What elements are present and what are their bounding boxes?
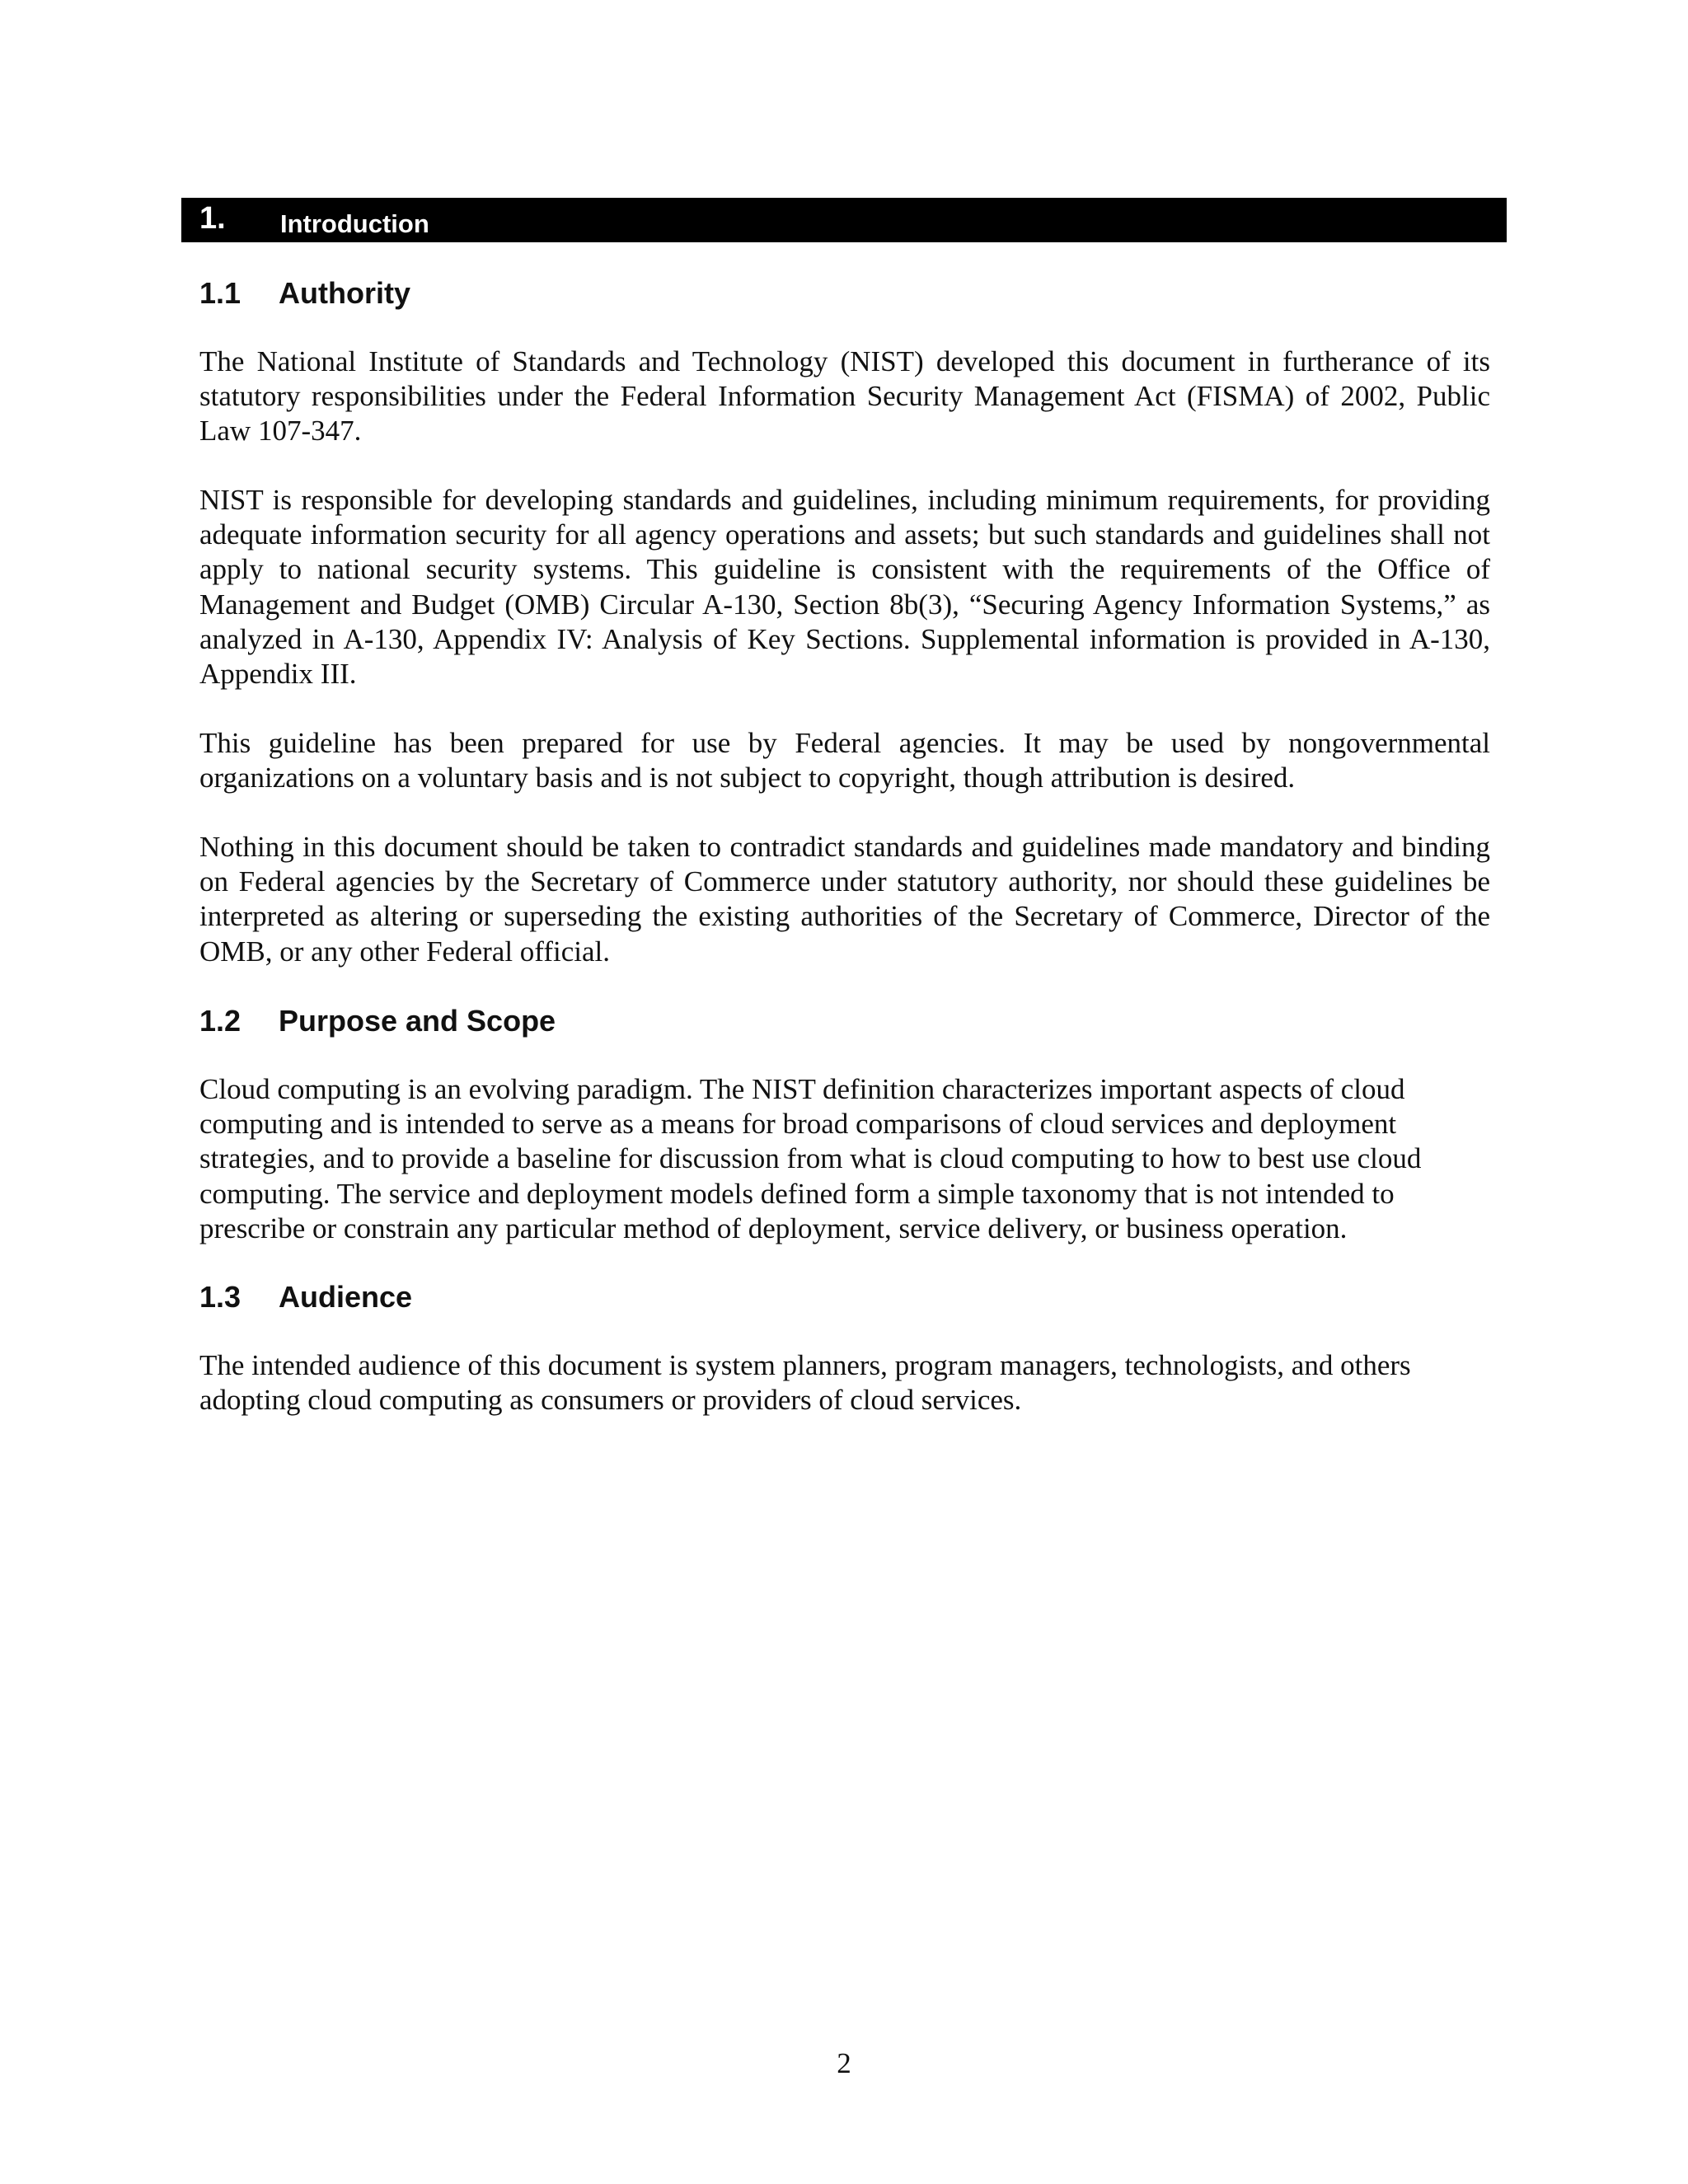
section-number: 1.2 (199, 1004, 241, 1038)
chapter-heading-bar (181, 198, 1507, 242)
paragraph-authority-nist-responsibility: NIST is responsible for developing standards and guidelines, including minimum requirements, for providing adequate information security for all agency operations and assets; but such standards and guidelines shall not apply to national security systems. This guideline is consistent with the requirements of the Office of Management and Budget (OMB) Circular A-130, Section 8b(3), “Securing Agency Information Systems,” as analyzed in A-130, Appendix IV: Analysis of Key Sections. Supplemental information is provided in A-130, Appendix III. (199, 484, 1490, 691)
section-title: Authority (279, 276, 410, 310)
paragraph-audience: The intended audience of this document is system planners, program managers, technologists, and others adopting cloud computing as consumers or providers of cloud services. (199, 1349, 1411, 1417)
section-title: Audience (279, 1280, 413, 1314)
chapter-number: 1. (199, 201, 226, 236)
paragraph-authority-federal-use: This guideline has been prepared for use by Federal agencies. It may be used by nongovernmental organizations on a voluntary basis and is not subject to copyright, though attribution is desired. (199, 727, 1490, 794)
section-number: 1.3 (199, 1280, 241, 1314)
section-heading-purpose-and-scope (199, 1006, 556, 1036)
section-number: 1.1 (199, 276, 241, 310)
paragraph-purpose-and-scope: Cloud computing is an evolving paradigm. The NIST definition characterizes important aspects of cloud computing and is intended to serve as a means for broad comparisons of cloud services and deployment strategies, and to provide a baseline for discussion from what is cloud computing to how to best use cloud computing. The service and deployment models defined form a simple taxonomy that is not intended to prescribe or constrain any particular method of deployment, service delivery, or business operation. (199, 1073, 1422, 1244)
chapter-title: Introduction (280, 209, 429, 238)
section-heading-authority (199, 276, 410, 310)
section-title: Purpose and Scope (279, 1004, 556, 1038)
section-heading-audience (199, 1282, 412, 1312)
paragraph-authority-nothing-contradicts: Nothing in this document should be taken to contradict standards and guidelines made mandatory and binding on Federal agencies by the Secretary of Commerce under statutory authority, nor should these guidelines be interpreted as altering or superseding the existing authorities of the Secretary of Commerce, Director of the OMB, or any other Federal official. (199, 831, 1490, 968)
paragraph-authority-fisma: The National Institute of Standards and Technology (NIST) developed this document in furtherance of its statutory responsibilities under the Federal Information Security Management Act (FISMA) of 2002, Public Law 107-347. (199, 345, 1490, 448)
page-number: 2 (837, 2047, 851, 2079)
